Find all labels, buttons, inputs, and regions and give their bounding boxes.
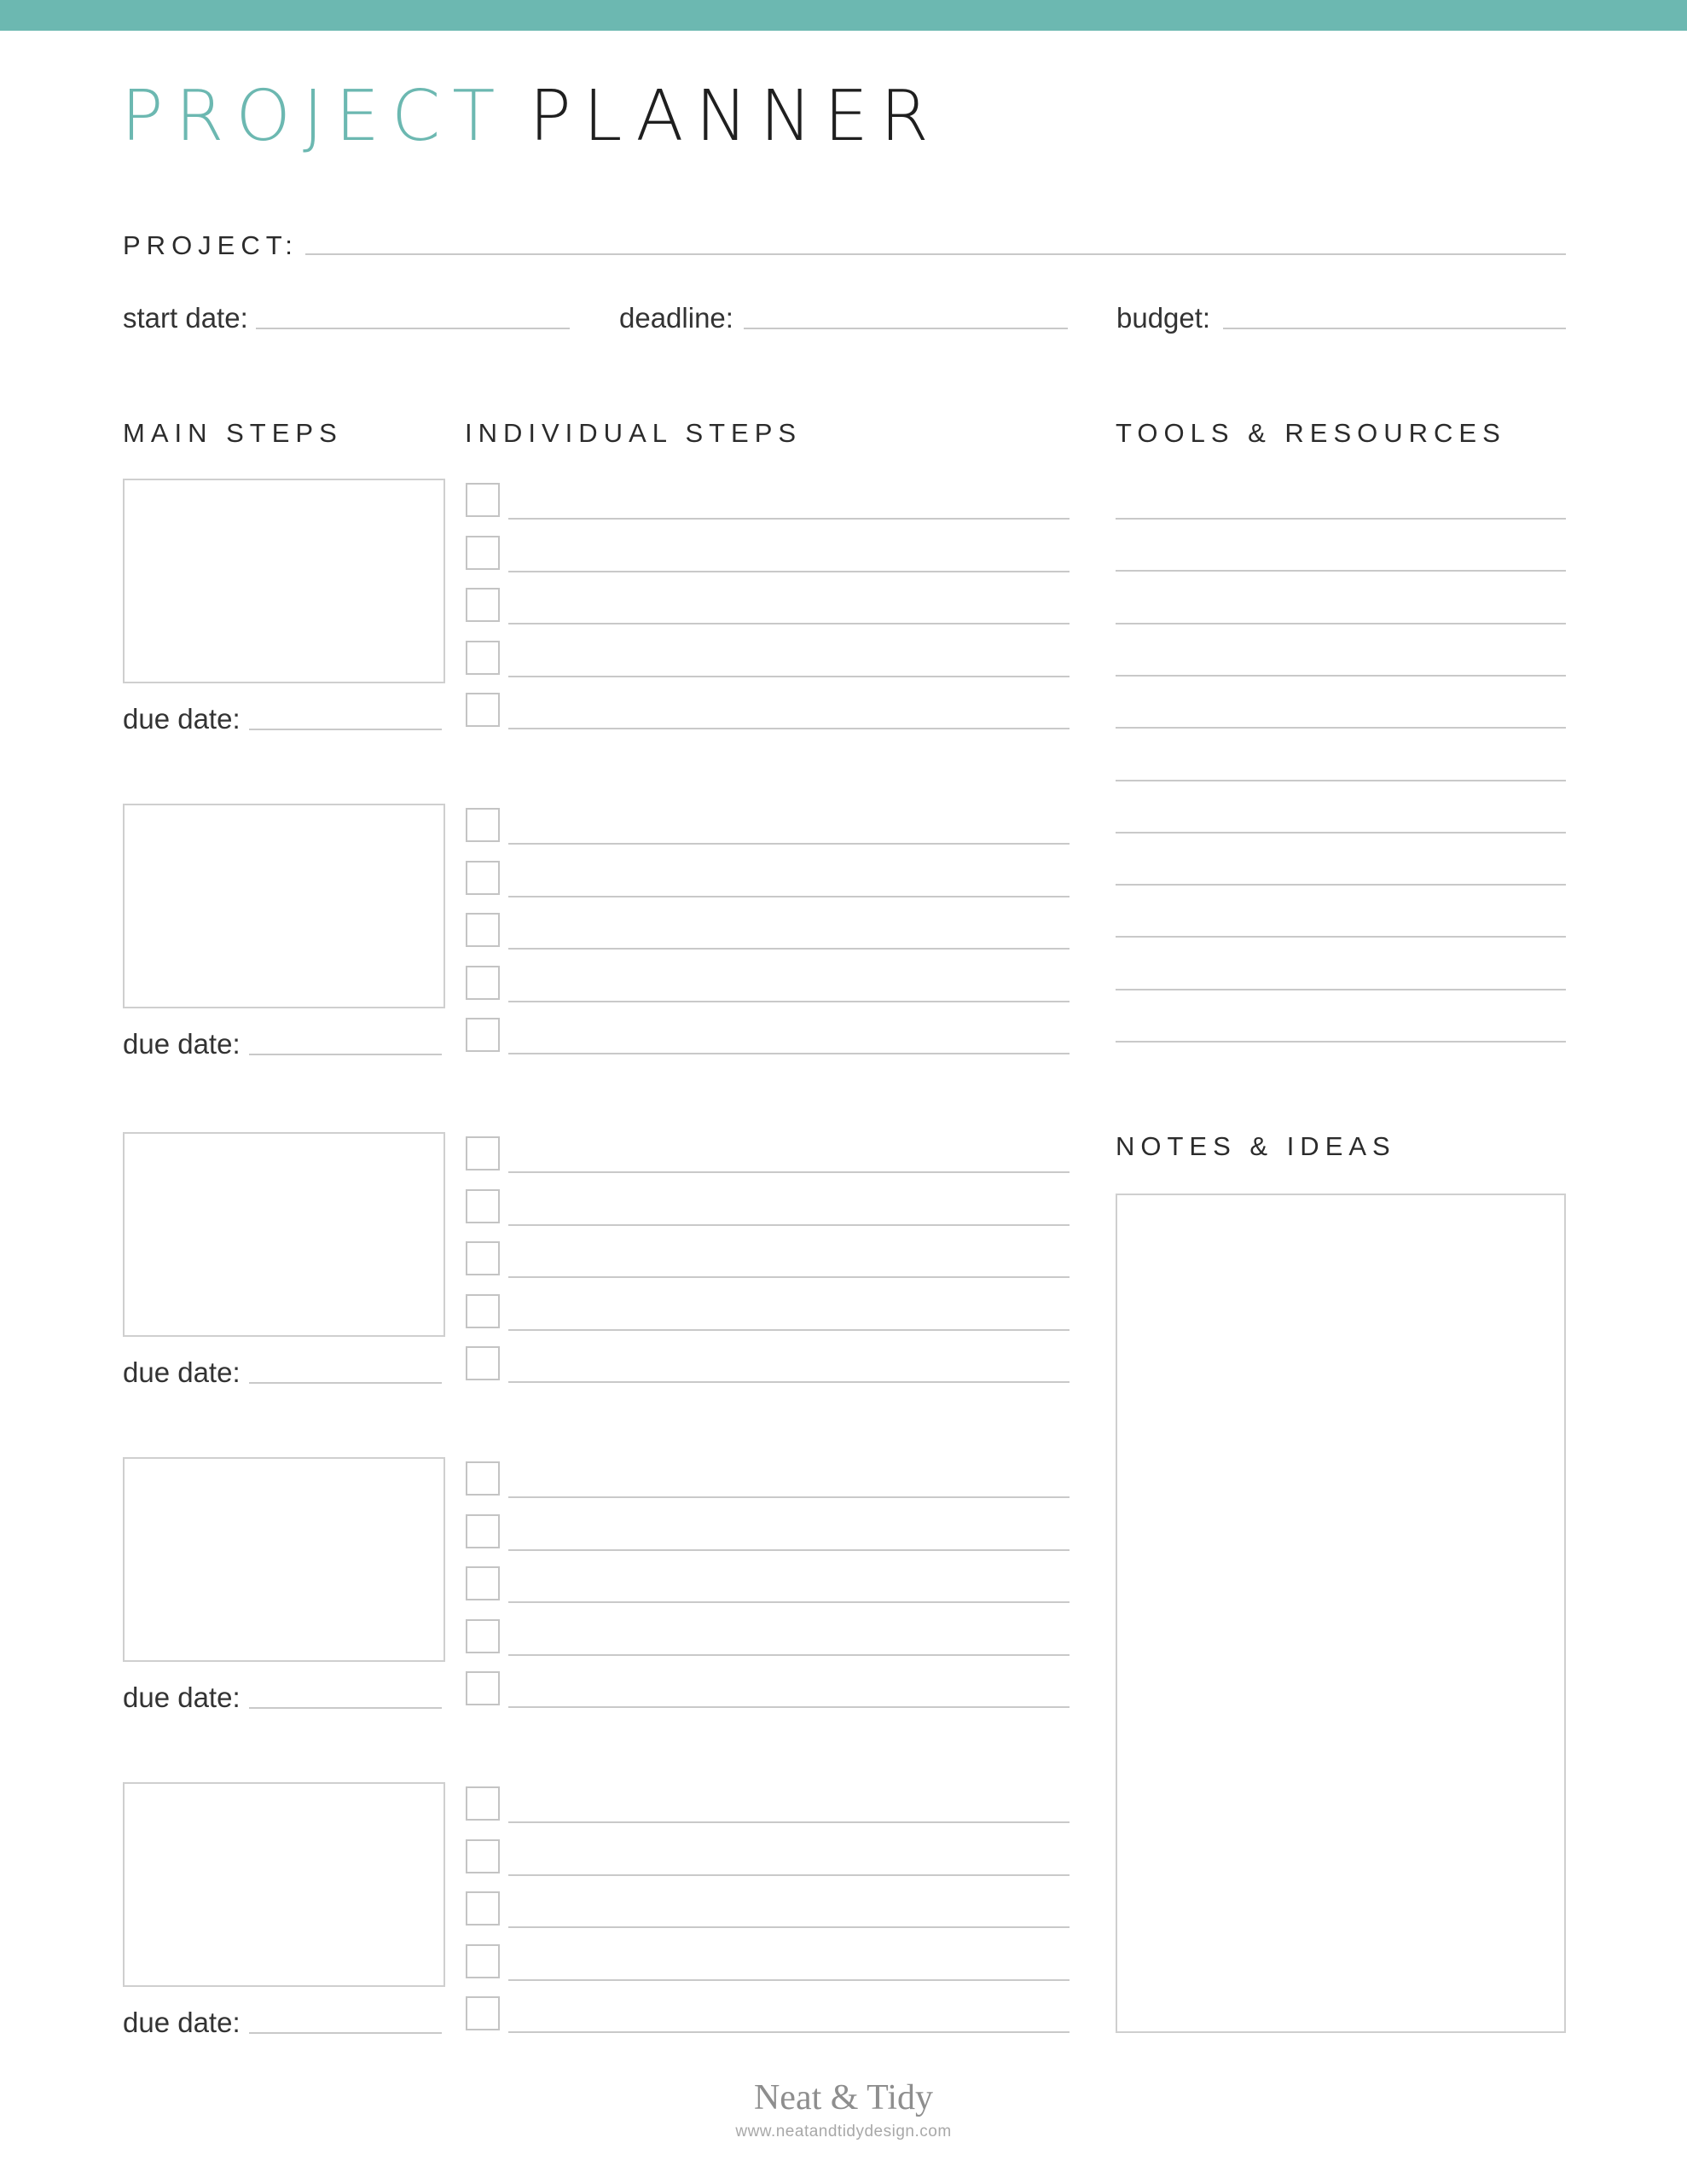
step-checkbox[interactable] <box>466 861 500 895</box>
step-line[interactable] <box>508 1874 1070 1876</box>
main-step-box[interactable] <box>123 1132 445 1337</box>
step-checkbox[interactable] <box>466 1189 500 1223</box>
notes-ideas-heading: NOTES & IDEAS <box>1116 1131 1396 1161</box>
step-line[interactable] <box>508 2031 1070 2033</box>
step-line[interactable] <box>508 1549 1070 1551</box>
footer-url: www.neatandtidydesign.com <box>735 2123 952 2140</box>
notes-ideas-box[interactable] <box>1116 1194 1566 2033</box>
step-line[interactable] <box>508 1821 1070 1823</box>
step-line[interactable] <box>508 1979 1070 1981</box>
tools-resources-line[interactable] <box>1116 675 1566 677</box>
step-line[interactable] <box>508 728 1070 729</box>
step-checkbox[interactable] <box>466 966 500 1000</box>
due-date-label: due date: <box>123 2007 241 2038</box>
deadline-label: deadline: <box>619 302 733 334</box>
step-line[interactable] <box>508 1654 1070 1656</box>
step-checkbox[interactable] <box>466 1514 500 1548</box>
step-line[interactable] <box>508 1496 1070 1498</box>
page-title-project: PROJECT <box>121 76 507 157</box>
step-checkbox[interactable] <box>466 641 500 675</box>
due-date-label: due date: <box>123 1356 241 1388</box>
tools-resources-heading: TOOLS & RESOURCES <box>1116 418 1506 448</box>
tools-resources-line[interactable] <box>1116 780 1566 781</box>
step-line[interactable] <box>508 1053 1070 1054</box>
tools-resources-line[interactable] <box>1116 884 1566 886</box>
page-title <box>121 76 941 157</box>
step-line[interactable] <box>508 948 1070 950</box>
step-checkbox[interactable] <box>466 483 500 517</box>
tools-resources-line[interactable] <box>1116 832 1566 834</box>
tools-resources-line[interactable] <box>1116 936 1566 938</box>
due-date-label: due date: <box>123 703 241 735</box>
project-field[interactable] <box>305 253 1566 255</box>
due-date-field[interactable] <box>249 1707 442 1709</box>
step-checkbox[interactable] <box>466 1018 500 1052</box>
due-date-label: due date: <box>123 1682 241 1713</box>
project-label: PROJECT: <box>123 230 299 260</box>
footer-brand-logo: Neat & Tidy <box>753 2078 934 2117</box>
step-line[interactable] <box>508 518 1070 520</box>
main-step-box[interactable] <box>123 804 445 1008</box>
step-checkbox[interactable] <box>466 1786 500 1821</box>
step-line[interactable] <box>508 1706 1070 1708</box>
step-checkbox[interactable] <box>466 1619 500 1653</box>
tools-resources-line[interactable] <box>1116 623 1566 624</box>
deadline-field[interactable] <box>744 328 1068 329</box>
step-line[interactable] <box>508 896 1070 897</box>
due-date-field[interactable] <box>249 1054 442 1055</box>
step-line[interactable] <box>508 1329 1070 1331</box>
due-date-field[interactable] <box>249 1382 442 1384</box>
due-date-field[interactable] <box>249 2032 442 2034</box>
step-line[interactable] <box>508 676 1070 677</box>
top-accent-bar <box>0 0 1687 31</box>
tools-resources-line[interactable] <box>1116 989 1566 990</box>
step-checkbox[interactable] <box>466 1136 500 1170</box>
step-line[interactable] <box>508 1926 1070 1928</box>
individual-steps-heading: INDIVIDUAL STEPS <box>465 418 803 448</box>
step-checkbox[interactable] <box>466 1346 500 1380</box>
step-line[interactable] <box>508 1001 1070 1002</box>
step-checkbox[interactable] <box>466 1671 500 1705</box>
main-step-box[interactable] <box>123 1457 445 1662</box>
tools-resources-line[interactable] <box>1116 518 1566 520</box>
step-checkbox[interactable] <box>466 536 500 570</box>
tools-resources-line[interactable] <box>1116 570 1566 572</box>
step-checkbox[interactable] <box>466 1996 500 2030</box>
step-checkbox[interactable] <box>466 1944 500 1978</box>
step-line[interactable] <box>508 623 1070 624</box>
step-line[interactable] <box>508 1381 1070 1383</box>
step-line[interactable] <box>508 571 1070 572</box>
step-checkbox[interactable] <box>466 1839 500 1873</box>
step-checkbox[interactable] <box>466 1566 500 1600</box>
start-date-label: start date: <box>123 302 248 334</box>
due-date-field[interactable] <box>249 729 442 730</box>
budget-label: budget: <box>1116 302 1211 334</box>
tools-resources-line[interactable] <box>1116 1041 1566 1043</box>
step-line[interactable] <box>508 1171 1070 1173</box>
step-checkbox[interactable] <box>466 1891 500 1926</box>
step-checkbox[interactable] <box>466 808 500 842</box>
step-line[interactable] <box>508 843 1070 845</box>
page-title-planner: PLANNER <box>529 76 941 157</box>
step-checkbox[interactable] <box>466 1241 500 1275</box>
step-line[interactable] <box>508 1276 1070 1278</box>
tools-resources-line[interactable] <box>1116 727 1566 729</box>
budget-field[interactable] <box>1223 328 1566 329</box>
main-steps-heading: MAIN STEPS <box>123 418 343 448</box>
main-step-box[interactable] <box>123 1782 445 1987</box>
step-checkbox[interactable] <box>466 693 500 727</box>
step-line[interactable] <box>508 1601 1070 1603</box>
step-checkbox[interactable] <box>466 1294 500 1328</box>
main-step-box[interactable] <box>123 479 445 683</box>
step-line[interactable] <box>508 1224 1070 1226</box>
start-date-field[interactable] <box>256 328 570 329</box>
step-checkbox[interactable] <box>466 1461 500 1496</box>
step-checkbox[interactable] <box>466 913 500 947</box>
step-checkbox[interactable] <box>466 588 500 622</box>
due-date-label: due date: <box>123 1028 241 1060</box>
